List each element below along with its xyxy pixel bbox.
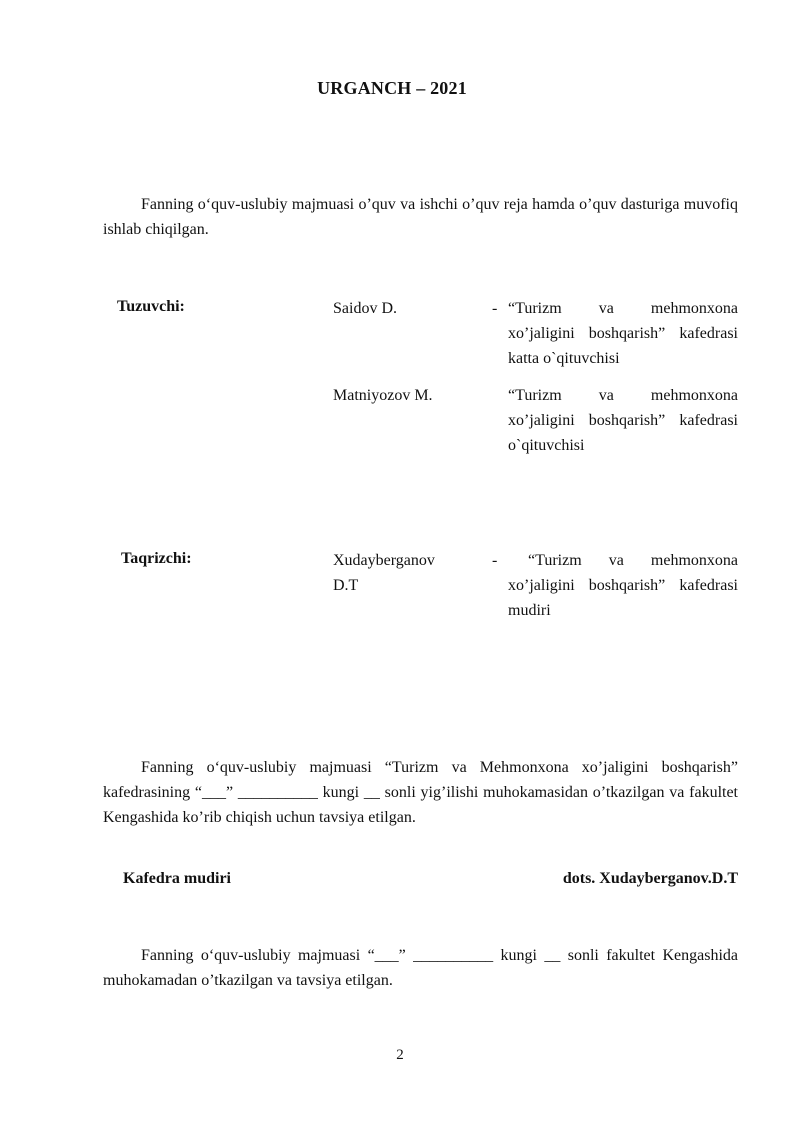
author-name-2: Matniyozov M. [333,387,433,404]
reviewer-name: Xudayberganov D.T [333,552,435,594]
signature-right: dots. Xudayberganov.D.T [562,870,738,887]
reviewer-dash: - [492,552,498,569]
reviewer-desc: “Turizm va mehmonxona xo’jaligini boshqarish” kafedrasi mudiri [508,552,738,619]
intro-paragraph: Fanning o‘quv-uslubiy majmuasi o’quv va ishchi o’quv reja hamda o’quv dasturiga muvofiq ishlab chiqilgan. [103,196,738,238]
council-note: Fanning o‘quv-uslubiy majmuasi “___” __________ kungi __ sonli fakultet Kengashida muhokamadan o’tkazilgan va tavsiya etilgan. [103,947,738,989]
document-title: URGANCH – 2021 [317,78,467,98]
author-desc-2: “Turizm va mehmonxona xo’jaligini boshqarish” kafedrasi o`qituvchisi [508,387,738,454]
author-desc-1: “Turizm va mehmonxona xo’jaligini boshqarish” kafedrasi katta o`qituvchisi [508,300,738,367]
reviewer-role-label: Taqrizchi: [121,550,192,567]
page-number: 2 [396,1047,404,1063]
author-dash-1: - [492,300,498,317]
author-name-1: Saidov D. [333,300,397,317]
authors-role-label: Tuzuvchi: [117,298,185,315]
signature-left: Kafedra mudiri [123,870,231,887]
department-note: Fanning o‘quv-uslubiy majmuasi “Turizm va Mehmonxona xo’jaligini boshqarish” kafedrasining “___” __________ kungi __ sonli yig’ilishi muhokamasidan o’tkazilgan va fakultet Kengashida ko’rib chiqish uchun tavsiya etilgan. [103,759,738,826]
